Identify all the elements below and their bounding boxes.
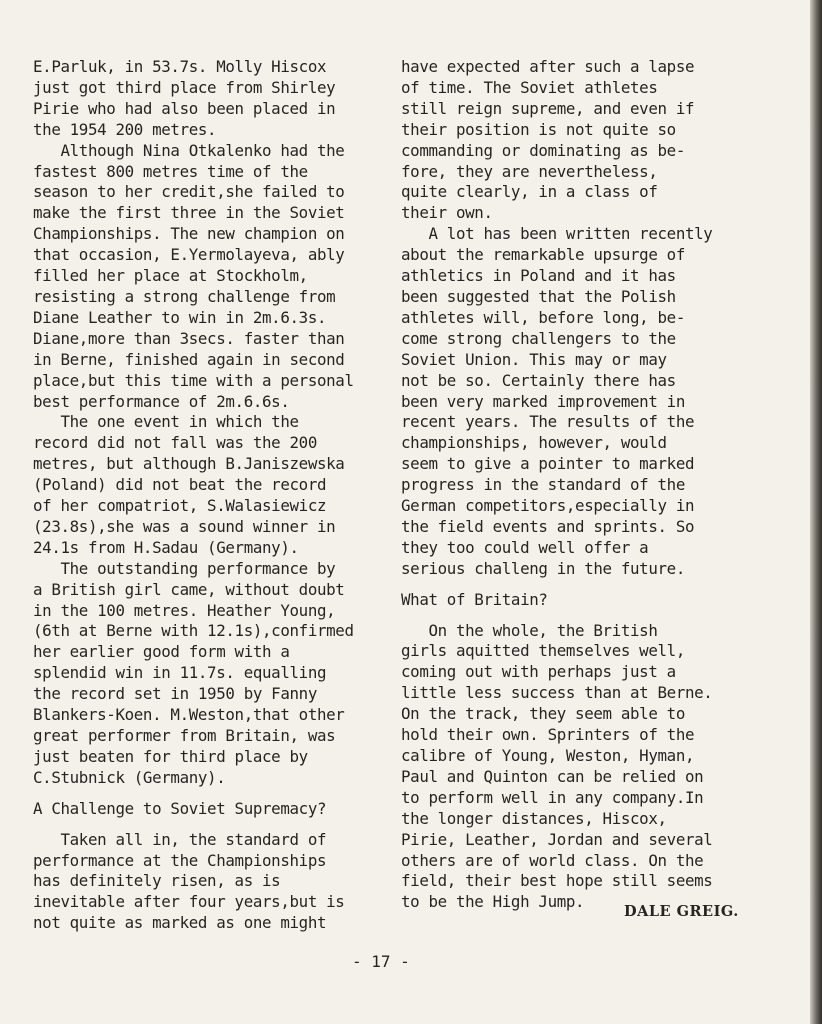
right-paragraph-1: have expected after such a lapse of time. The Soviet athletes still reign supreme, and even if their position is not quite so commanding or dominating as be- fore, they are nevertheless, quite clearly, in a class of their own.: [401, 57, 695, 223]
left-paragraph-1: E.Parluk, in 53.7s. Molly Hiscox just got third place from Shirley Pirie who had also been placed in the 1954 200 metres.: [33, 57, 336, 139]
section-heading-soviet-supremacy: A Challenge to Soviet Supremacy?: [33, 798, 327, 818]
spacer: [33, 789, 413, 799]
left-paragraph-3: The one event in which the record did not fall was the 200 metres, but although B.Janiszewska (Poland) did not beat the record of her compatriot, S.Walasiewicz (23.8s),she was a sound winner in 24.1s from H.Sadau (Germany).: [33, 412, 345, 557]
scan-edge-shadow: [810, 0, 822, 1024]
right-paragraph-2: A lot has been written recently about the remarkable upsurge of athletics in Poland and it has been suggested that the Polish athletes will, before long, be- come strong challengers to the Soviet Union. This may or may not be so. Certainly there has been very marked improvement in recent years. The results of the championships, however, would seem to give a pointer to marked progress in the standard of the German competitors,especially in the field events and sprints. So they too could well offer a serious challeng in the future.: [401, 224, 713, 578]
left-paragraph-5: Taken all in, the standard of performance at the Championships has definitely risen, as is inevitable after four years,but is not quite as marked as one might: [33, 829, 345, 933]
right-column: [401, 57, 781, 913]
page-number: - 17 -: [352, 952, 410, 971]
spacer: [401, 611, 781, 621]
left-paragraph-4: The outstanding performance by a British girl came, without doubt in the 100 metres. Heather Young, (6th at Berne with 12.1s),confirmed her earlier good form with a splendid win in 11.7s. equalling the record set in 1950 by Fanny Blankers-Koen. M.Weston,that other great performer from Britain, was just beaten for third place by C.Stubnick (Germany).: [33, 558, 354, 787]
section-heading-what-of-britain: What of Britain?: [401, 589, 548, 609]
author-signature: DALE GREIG.: [624, 903, 739, 920]
right-paragraph-3: On the whole, the British girls aquitted themselves well, coming out with perhaps just a little less success than at Berne. On the track, they seem able to hold their own. Sprinters of the calibre of Young, Weston, Hyman, Paul and Quinton can be relied on to perform well in any company.In the longer distances, Hiscox, Pirie, Leather, Jordan and several others are of world class. On the field, their best hope still seems to be the High Jump.: [401, 620, 713, 912]
spacer: [33, 820, 413, 830]
left-column: [33, 57, 413, 934]
spacer: [401, 580, 781, 590]
left-paragraph-2: Although Nina Otkalenko had the fastest 800 metres time of the season to her credit,she failed to make the first three in the Soviet Championships. The new champion on that occasion, E.Yermolayeva, ably filled her place at Stockholm, resisting a strong challenge from Diane Leather to win in 2m.6.3s. Diane,more than 3secs. faster than in Berne, finished again in second place,but this time with a personal best performance of 2m.6.6s.: [33, 140, 354, 411]
